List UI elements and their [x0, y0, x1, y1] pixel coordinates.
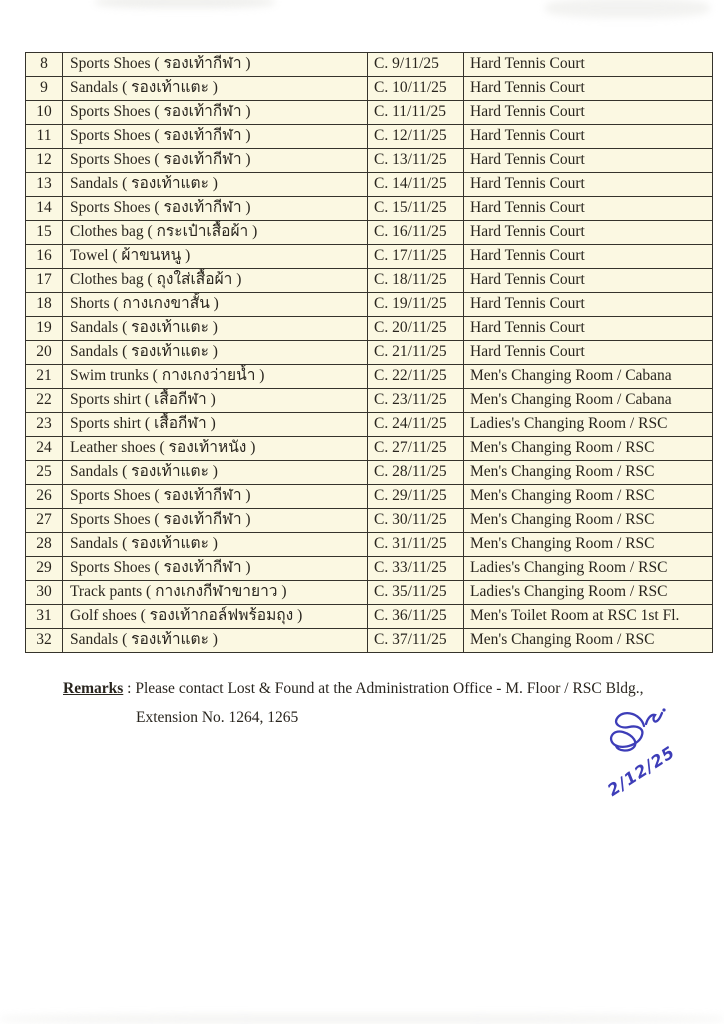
remarks-line2: Extension No. 1264, 1265 [136, 709, 299, 727]
row-number-cell: 32 [26, 629, 63, 653]
location-cell: Hard Tennis Court [464, 125, 713, 149]
location-cell: Hard Tennis Court [464, 341, 713, 365]
row-number-cell: 18 [26, 293, 63, 317]
row-number-cell: 21 [26, 365, 63, 389]
row-number-cell: 16 [26, 245, 63, 269]
item-cell: Shorts ( กางเกงขาสั้น ) [63, 293, 368, 317]
location-cell: Hard Tennis Court [464, 149, 713, 173]
row-number-cell: 30 [26, 581, 63, 605]
table-row [26, 293, 713, 317]
table-row [26, 197, 713, 221]
date-cell: C. 15/11/25 [368, 197, 464, 221]
location-cell: Hard Tennis Court [464, 221, 713, 245]
location-cell: Men's Changing Room / RSC [464, 437, 713, 461]
row-number-cell: 15 [26, 221, 63, 245]
item-cell: Sports Shoes ( รองเท้ากีฬา ) [63, 125, 368, 149]
item-cell: Sandals ( รองเท้าแตะ ) [63, 173, 368, 197]
table-row [26, 389, 713, 413]
location-cell: Men's Changing Room / Cabana [464, 389, 713, 413]
date-cell: C. 22/11/25 [368, 365, 464, 389]
table-row [26, 173, 713, 197]
table-row [26, 485, 713, 509]
location-cell: Ladies's Changing Room / RSC [464, 413, 713, 437]
signature-date: 2/12/25 [604, 742, 679, 800]
table-row [26, 125, 713, 149]
item-cell: Swim trunks ( กางเกงว่ายน้ำ ) [63, 365, 368, 389]
location-cell: Hard Tennis Court [464, 293, 713, 317]
date-cell: C. 24/11/25 [368, 413, 464, 437]
scan-smudge [0, 1014, 724, 1024]
date-cell: C. 31/11/25 [368, 533, 464, 557]
location-cell: Hard Tennis Court [464, 245, 713, 269]
date-cell: C. 17/11/25 [368, 245, 464, 269]
item-cell: Sports Shoes ( รองเท้ากีฬา ) [63, 149, 368, 173]
row-number-cell: 31 [26, 605, 63, 629]
date-cell: C. 21/11/25 [368, 341, 464, 365]
item-cell: Towel ( ผ้าขนหนู ) [63, 245, 368, 269]
row-number-cell: 24 [26, 437, 63, 461]
location-cell: Hard Tennis Court [464, 173, 713, 197]
date-cell: C. 33/11/25 [368, 557, 464, 581]
location-cell: Hard Tennis Court [464, 317, 713, 341]
scan-smudge [545, 0, 710, 18]
signature-block [596, 700, 696, 800]
item-cell: Sports Shoes ( รองเท้ากีฬา ) [63, 197, 368, 221]
date-cell: C. 29/11/25 [368, 485, 464, 509]
row-number-cell: 22 [26, 389, 63, 413]
date-cell: C. 20/11/25 [368, 317, 464, 341]
location-cell: Hard Tennis Court [464, 53, 713, 77]
row-number-cell: 26 [26, 485, 63, 509]
item-cell: Sports Shoes ( รองเท้ากีฬา ) [63, 485, 368, 509]
row-number-cell: 13 [26, 173, 63, 197]
item-cell: Sandals ( รองเท้าแตะ ) [63, 629, 368, 653]
date-cell: C. 16/11/25 [368, 221, 464, 245]
item-cell: Sports Shoes ( รองเท้ากีฬา ) [63, 101, 368, 125]
table-row [26, 341, 713, 365]
row-number-cell: 10 [26, 101, 63, 125]
row-number-cell: 19 [26, 317, 63, 341]
date-cell: C. 13/11/25 [368, 149, 464, 173]
row-number-cell: 17 [26, 269, 63, 293]
date-cell: C. 35/11/25 [368, 581, 464, 605]
location-cell: Men's Changing Room / Cabana [464, 365, 713, 389]
date-cell: C. 37/11/25 [368, 629, 464, 653]
table-row [26, 581, 713, 605]
row-number-cell: 14 [26, 197, 63, 221]
location-cell: Men's Changing Room / RSC [464, 461, 713, 485]
item-cell: Sports Shoes ( รองเท้ากีฬา ) [63, 557, 368, 581]
item-cell: Sports Shoes ( รองเท้ากีฬา ) [63, 509, 368, 533]
item-cell: Sandals ( รองเท้าแตะ ) [63, 533, 368, 557]
scan-smudge [95, 0, 275, 8]
location-cell: Men's Changing Room / RSC [464, 485, 713, 509]
item-cell: Leather shoes ( รองเท้าหนัง ) [63, 437, 368, 461]
date-cell: C. 36/11/25 [368, 605, 464, 629]
remarks-label: Remarks [63, 680, 124, 697]
item-cell: Golf shoes ( รองเท้ากอล์ฟพร้อมถุง ) [63, 605, 368, 629]
table-row [26, 533, 713, 557]
date-cell: C. 14/11/25 [368, 173, 464, 197]
table-row [26, 461, 713, 485]
row-number-cell: 8 [26, 53, 63, 77]
table-row [26, 365, 713, 389]
table-row [26, 149, 713, 173]
table-row [26, 53, 713, 77]
table-row [26, 629, 713, 653]
location-cell: Men's Changing Room / RSC [464, 629, 713, 653]
item-cell: Track pants ( กางเกงกีฬาขายาว ) [63, 581, 368, 605]
date-cell: C. 9/11/25 [368, 53, 464, 77]
date-cell: C. 28/11/25 [368, 461, 464, 485]
table-row [26, 437, 713, 461]
item-cell: Clothes bag ( ถุงใส่เสื้อผ้า ) [63, 269, 368, 293]
date-cell: C. 30/11/25 [368, 509, 464, 533]
location-cell: Men's Changing Room / RSC [464, 533, 713, 557]
row-number-cell: 29 [26, 557, 63, 581]
table-row [26, 77, 713, 101]
lost-found-table [25, 52, 713, 653]
table-row [26, 605, 713, 629]
item-cell: Sports shirt ( เสื้อกีฬา ) [63, 413, 368, 437]
location-cell: Hard Tennis Court [464, 101, 713, 125]
date-cell: C. 11/11/25 [368, 101, 464, 125]
location-cell: Hard Tennis Court [464, 269, 713, 293]
date-cell: C. 18/11/25 [368, 269, 464, 293]
table-row [26, 317, 713, 341]
table-row [26, 221, 713, 245]
item-cell: Sandals ( รองเท้าแตะ ) [63, 317, 368, 341]
row-number-cell: 23 [26, 413, 63, 437]
item-cell: Sandals ( รองเท้าแตะ ) [63, 461, 368, 485]
row-number-cell: 25 [26, 461, 63, 485]
remarks-text: Please contact Lost & Found at the Administration Office - M. Floor / RSC Bldg., [135, 680, 644, 697]
row-number-cell: 11 [26, 125, 63, 149]
location-cell: Ladies's Changing Room / RSC [464, 581, 713, 605]
row-number-cell: 28 [26, 533, 63, 557]
table-row [26, 101, 713, 125]
table-body [26, 53, 713, 653]
table-row [26, 557, 713, 581]
table-row [26, 509, 713, 533]
date-cell: C. 23/11/25 [368, 389, 464, 413]
row-number-cell: 12 [26, 149, 63, 173]
location-cell: Hard Tennis Court [464, 77, 713, 101]
remarks-line1 [63, 677, 693, 701]
item-cell: Sandals ( รองเท้าแตะ ) [63, 341, 368, 365]
row-number-cell: 27 [26, 509, 63, 533]
table-row [26, 413, 713, 437]
location-cell: Hard Tennis Court [464, 197, 713, 221]
row-number-cell: 9 [26, 77, 63, 101]
date-cell: C. 10/11/25 [368, 77, 464, 101]
location-cell: Men's Toilet Room at RSC 1st Fl. [464, 605, 713, 629]
item-cell: Sports Shoes ( รองเท้ากีฬา ) [63, 53, 368, 77]
item-cell: Sports shirt ( เสื้อกีฬา ) [63, 389, 368, 413]
item-cell: Clothes bag ( กระเป๋าเสื้อผ้า ) [63, 221, 368, 245]
table-row [26, 245, 713, 269]
location-cell: Ladies's Changing Room / RSC [464, 557, 713, 581]
row-number-cell: 20 [26, 341, 63, 365]
date-cell: C. 27/11/25 [368, 437, 464, 461]
date-cell: C. 19/11/25 [368, 293, 464, 317]
item-cell: Sandals ( รองเท้าแตะ ) [63, 77, 368, 101]
location-cell: Men's Changing Room / RSC [464, 509, 713, 533]
date-cell: C. 12/11/25 [368, 125, 464, 149]
table-row [26, 269, 713, 293]
remarks-separator: : [123, 680, 136, 697]
